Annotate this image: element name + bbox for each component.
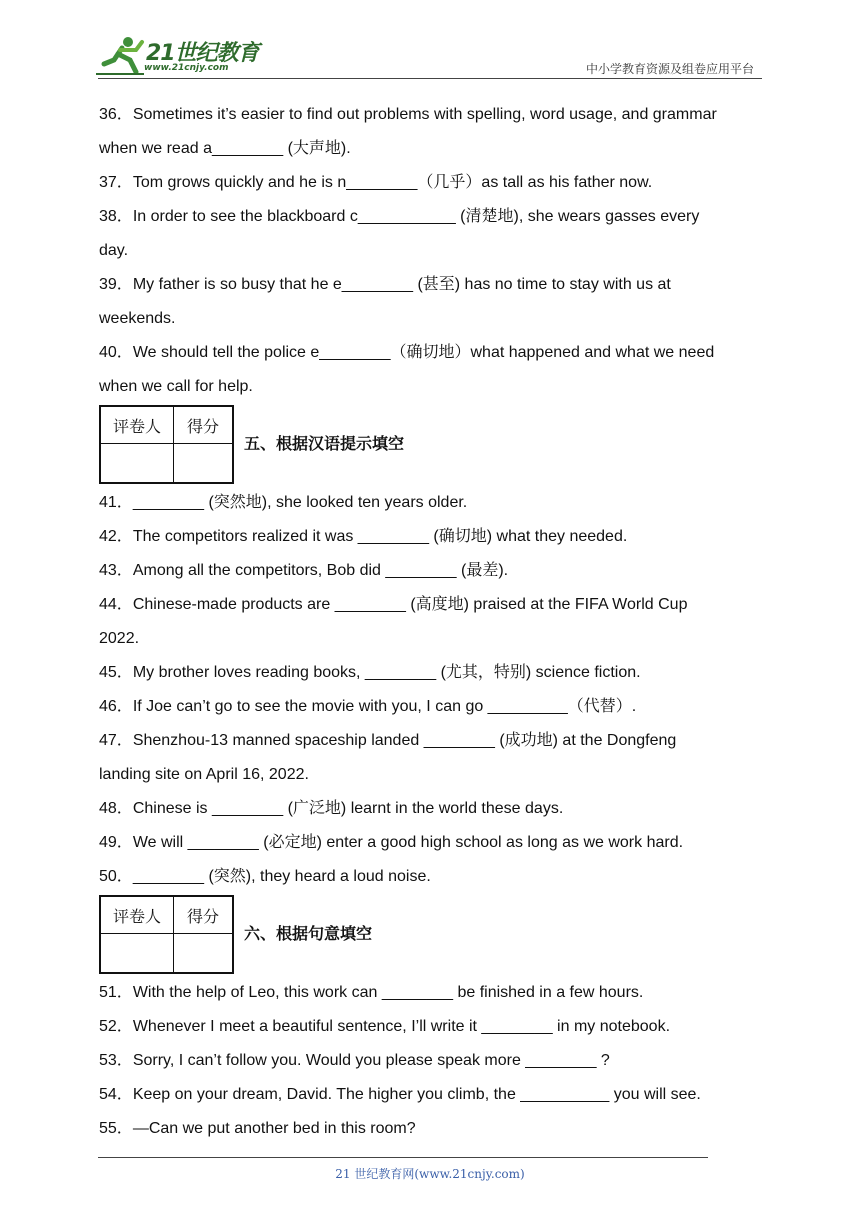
question-line bbox=[99, 588, 763, 622]
question-number: 54． bbox=[99, 1086, 133, 1103]
page-footer: 21 世纪教育网(www.21cnjy.com) bbox=[335, 1167, 525, 1181]
question-text: The competitors realized it was ________ (确切地) what they needed. bbox=[132, 528, 628, 545]
grader-header: 评卷人 bbox=[100, 896, 174, 934]
question-line bbox=[99, 486, 763, 520]
question-line bbox=[99, 622, 763, 656]
question-number: 51． bbox=[99, 984, 133, 1001]
question-text: —Can we put another bed in this room? bbox=[132, 1120, 416, 1137]
question-number: 41． bbox=[99, 494, 133, 511]
grader-header: 评卷人 bbox=[100, 406, 174, 444]
question-line bbox=[99, 98, 763, 132]
question-line bbox=[99, 656, 763, 690]
question-text: In order to see the blackboard c___________ (清楚地), she wears gasses every bbox=[132, 208, 700, 225]
question-text: when we call for help. bbox=[99, 378, 253, 395]
question-line bbox=[99, 860, 763, 894]
site-logo bbox=[92, 34, 262, 78]
logo-text: 21世纪教育 bbox=[146, 41, 259, 66]
question-number: 43． bbox=[99, 562, 133, 579]
question-text: My father is so busy that he e________ (甚至) has no time to stay with us at bbox=[132, 276, 671, 293]
question-text: Chinese is ________ (广泛地) learnt in the world these days. bbox=[132, 800, 564, 817]
score-table bbox=[99, 405, 234, 484]
question-number: 45． bbox=[99, 664, 133, 681]
score-header: 得分 bbox=[174, 896, 234, 934]
question-number: 42． bbox=[99, 528, 133, 545]
question-text: If Joe can’t go to see the movie with you, I can go _________（代替）. bbox=[132, 698, 637, 715]
question-number: 49． bbox=[99, 834, 133, 851]
question-text: With the help of Leo, this work can ________ be finished in a few hours. bbox=[132, 984, 644, 1001]
question-text: Tom grows quickly and he is n________（几乎）as tall as his father now. bbox=[132, 174, 653, 191]
page-header bbox=[0, 0, 860, 80]
question-text: day. bbox=[99, 242, 129, 259]
question-line bbox=[99, 234, 763, 268]
question-number: 55． bbox=[99, 1120, 133, 1137]
question-text: ________ (突然地), she looked ten years older. bbox=[132, 494, 468, 511]
header-divider bbox=[98, 78, 762, 79]
question-text: landing site on April 16, 2022. bbox=[99, 766, 309, 783]
question-text: Chinese-made products are ________ (高度地) praised at the FIFA World Cup bbox=[132, 596, 688, 613]
question-text: Sorry, I can’t follow you. Would you please speak more ________ ? bbox=[132, 1052, 610, 1069]
questions-block-1 bbox=[99, 98, 763, 404]
question-line bbox=[99, 758, 763, 792]
question-text: ________ (突然), they heard a loud noise. bbox=[132, 868, 431, 885]
question-line bbox=[99, 1044, 763, 1078]
question-text: when we read a________ (大声地). bbox=[99, 140, 351, 157]
exercise-content bbox=[99, 98, 763, 1146]
question-line bbox=[99, 302, 763, 336]
question-text: We should tell the police e________（确切地）what happened and what we need bbox=[132, 344, 715, 361]
questions-block-2 bbox=[99, 486, 763, 894]
question-text: Keep on your dream, David. The higher you climb, the __________ you will see. bbox=[132, 1086, 701, 1103]
section-five bbox=[99, 405, 763, 483]
questions-block-3 bbox=[99, 976, 763, 1146]
section-five-title: 五、根据汉语提示填空 bbox=[244, 434, 405, 453]
question-text: My brother loves reading books, ________ (尤其，特别) science fiction. bbox=[132, 664, 641, 681]
question-text: 2022. bbox=[99, 630, 140, 647]
question-number: 40． bbox=[99, 344, 133, 361]
question-number: 53． bbox=[99, 1052, 133, 1069]
question-line bbox=[99, 1078, 763, 1112]
section-six bbox=[99, 895, 763, 973]
score-header: 得分 bbox=[174, 406, 234, 444]
question-number: 46． bbox=[99, 698, 133, 715]
question-text: Whenever I meet a beautiful sentence, I’ll write it ________ in my notebook. bbox=[132, 1018, 671, 1035]
question-line bbox=[99, 826, 763, 860]
score-cell[interactable] bbox=[174, 934, 234, 974]
question-line bbox=[99, 132, 763, 166]
footer-divider bbox=[98, 1157, 708, 1158]
question-line bbox=[99, 1010, 763, 1044]
question-text: Among all the competitors, Bob did ________ (最差). bbox=[132, 562, 509, 579]
question-number: 38． bbox=[99, 208, 133, 225]
question-number: 36． bbox=[99, 106, 133, 123]
question-number: 48． bbox=[99, 800, 133, 817]
question-line bbox=[99, 370, 763, 404]
question-text: weekends. bbox=[99, 310, 176, 327]
grader-cell[interactable] bbox=[100, 444, 174, 484]
question-line bbox=[99, 268, 763, 302]
question-line bbox=[99, 520, 763, 554]
runner-logo-icon bbox=[92, 34, 148, 78]
question-line bbox=[99, 690, 763, 724]
question-line bbox=[99, 200, 763, 234]
question-number: 44． bbox=[99, 596, 133, 613]
question-line bbox=[99, 336, 763, 370]
question-line bbox=[99, 554, 763, 588]
question-number: 50． bbox=[99, 868, 133, 885]
question-text: We will ________ (必定地) enter a good high school as long as we work hard. bbox=[132, 834, 684, 851]
question-line bbox=[99, 1112, 763, 1146]
question-number: 37． bbox=[99, 174, 133, 191]
question-line bbox=[99, 724, 763, 758]
question-line bbox=[99, 792, 763, 826]
question-number: 52． bbox=[99, 1018, 133, 1035]
platform-name: 中小学教育资源及组卷应用平台 bbox=[585, 62, 754, 76]
score-table bbox=[99, 895, 234, 974]
score-cell[interactable] bbox=[174, 444, 234, 484]
question-line bbox=[99, 166, 763, 200]
logo-url: www.21cnjy.com bbox=[144, 63, 229, 73]
question-number: 47． bbox=[99, 732, 133, 749]
section-six-title: 六、根据句意填空 bbox=[244, 924, 373, 943]
question-number: 39． bbox=[99, 276, 133, 293]
question-text: Sometimes it’s easier to find out problems with spelling, word usage, and grammar bbox=[132, 106, 717, 123]
grader-cell[interactable] bbox=[100, 934, 174, 974]
question-line bbox=[99, 976, 763, 1010]
question-text: Shenzhou-13 manned spaceship landed ________ (成功地) at the Dongfeng bbox=[132, 732, 677, 749]
